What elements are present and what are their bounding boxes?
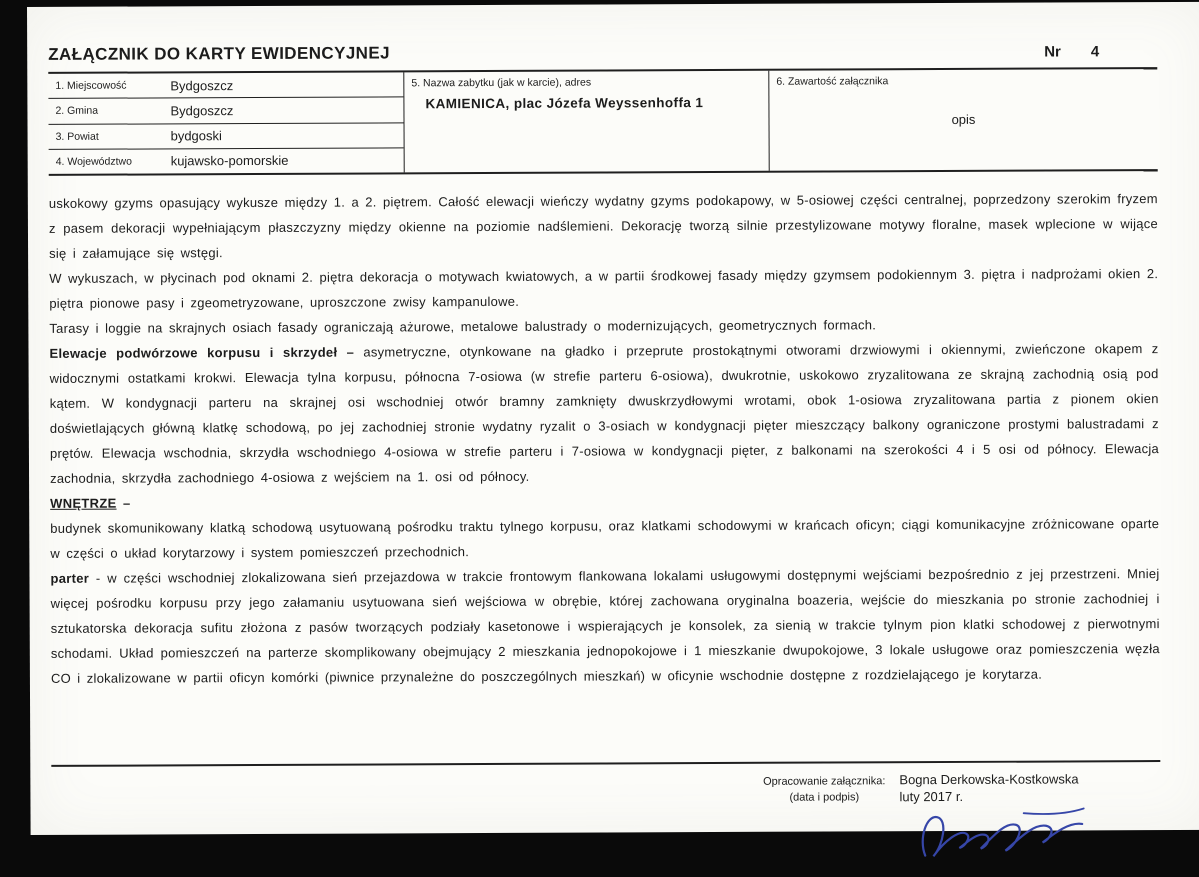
attachment-value: opis: [951, 111, 976, 127]
field-row-miejscowosc: [48, 72, 403, 99]
field-value: Bydgoszcz: [170, 77, 234, 94]
footer-rule: [51, 760, 1160, 767]
nr-label: Nr: [1044, 43, 1061, 61]
field-label: 3. Powiat: [55, 130, 99, 143]
field-row-gmina: [48, 98, 403, 125]
field-row-powiat: [49, 123, 404, 150]
paragraph: budynek skomunikowany klatką schodową usytuowaną pośrodku traktu tylnego korpusu, oraz klatkami schodowymi w krańcach oficyn; ciągi komunikacyjne zróżnicowane oparte w części o układ korytarzowy i system pomieszczeń przechodnich.: [50, 516, 1160, 561]
date-signature-label: (data i podpis): [789, 791, 860, 804]
prepared-by-label: Opracowanie załącznika:: [763, 775, 886, 788]
attachment-cell: [769, 69, 1157, 171]
field-label: 2. Gmina: [55, 105, 99, 118]
page-title: ZAŁĄCZNIK DO KARTY EWIDENCYJNEJ: [48, 43, 390, 64]
document-header: [48, 2, 1157, 74]
section-heading: WNĘTRZE –: [50, 495, 131, 511]
section-heading-label: WNĘTRZE: [50, 495, 117, 511]
field-label: 4. Województwo: [55, 155, 132, 168]
field-value: kujawsko-pomorskie: [170, 153, 289, 169]
location-fields: [48, 72, 404, 174]
prepared-by-block: [763, 771, 885, 806]
paragraph: W wykuszach, w płycinach pod oknami 2. piętra dekoracja o motywach kwiatowych, a w partii środkowej fasady między gzymsem podokiennym 3. piętra i nadprożami okien 2. piętra pionowe pasy i zgeometryzowane, uproszczone zwisy kampanulowe.: [49, 266, 1159, 311]
nr-value: 4: [1090, 43, 1100, 61]
document-footer: [51, 760, 1160, 809]
field-value: Bydgoszcz: [170, 102, 234, 119]
field-value: bydgoski: [170, 128, 222, 144]
description-text: [49, 186, 1160, 691]
monument-cell: [404, 71, 769, 173]
paragraph: Tarasy i loggie na skrajnych osiach fasady ograniczają ażurowe, metalowe balustrady o modernizujących, geometrycznych formach.: [49, 317, 877, 336]
attachment-number: [1044, 43, 1099, 60]
paragraph-lead: Elewacje podwórzowe korpusu i skrzydeł –: [49, 344, 355, 361]
document-page: [27, 2, 1199, 835]
paragraph: parter - w części wschodniej zlokalizowana sień przejazdowa w trakcie frontowym flankowana lokalami usługowymi dostępnymi wejściami bezpośrednio z jej przestrzeni. Mniej więcej pośrodku korpusu przy jego załamaniu usytuowana sień wejściowa w obrębie, której zachowana oryginalna boazeria, wejście do mieszkania po stronie zachodniej i sztukatorska dekoracja sufitu złożona z pasów tworzących podziały kasetonowe i wspierających je konsolek, za sienią w trakcie tylnym pion klatki schodowej z pierwotnymi schodami. Układ pomieszczeń na parterze skomplikowany obejmujący 2 mieszkania jednopokojowe i 1 mieszkanie dwupokojowe, 3 lokale usługowe oraz pomieszczenia węzła CO i zlokalizowane w partii oficyn komórki (piwnice przynależne do poszczególnych mieszkań) w oficynie wschodnie dostępne z rozdzielającego je korytarza.: [50, 566, 1160, 686]
creation-date: luty 2017 r.: [899, 788, 964, 805]
form-table: [48, 69, 1157, 176]
monument-name: KAMIENICA, plac Józefa Weyssenhoffa 1: [425, 95, 704, 112]
paragraph: Elewacje podwórzowe korpusu i skrzydeł – asymetryczne, otynkowane na gładko i przeprute prostokątnymi otworami drzwiowymi i okiennymi, zwieńczone okapem z widocznymi ostatkami krokwi. Elewacja tylna korpusu, północna 7-osiowa (w strefie parteru 6-osiowa), dwukrotnie, uskokowo zryzalitowana ze skrajną zachodnią osią pod kątem. W kondygnacji parteru na skrajnej osi wschodniej otwór bramny zamknięty dwuskrzydłowymi wrotami, obok 1-osiowa zryzalitowana partia z pionem okien doświetlających główną klatkę schodową, po jej zachodniej stronie wydatny ryzalit o 3-osiach w kondygnacji pięter mieszczący balkony ograniczone prostymi balustradami z prętów. Elewacja wschodnia, skrzydła wschodniego 4-osiowa w strefie parteru i 7-osiowa w kondygnacji pięter, z balkonami na szerokości 4 i 5 osi od północy. Elewacja zachodnia, skrzydła zachodniego 4-osiowa z wejściem na 1. osi od północy.: [49, 341, 1159, 486]
paragraph-lead: parter: [50, 570, 90, 586]
field-row-wojewodztwo: [49, 148, 404, 174]
author-block: [899, 770, 1094, 805]
paragraph: uskokowy gzyms opasujący wykusze między 1. a 2. piętrem. Całość elewacji wieńczy wydatny gzyms podokapowy, w 5-osiowej części centralnej, poprzedzony szerokim fryzem z pasem dekoracji wypełniającym płaszczyzny między okienne na poziomie nadślemieni. Dekorację tworzą silnie przestylizowane motywy floralne, masek wplecione w wijące się i załamujące się wstęgi.: [48, 191, 1158, 261]
attachment-label: 6. Zawartość załącznika: [776, 75, 889, 88]
field-label: 1. Miejscowość: [55, 79, 127, 93]
monument-label: 5. Nazwa zabytku (jak w karcie), adres: [411, 76, 592, 90]
author-name: Bogna Derkowska-Kostkowska: [899, 771, 1079, 788]
